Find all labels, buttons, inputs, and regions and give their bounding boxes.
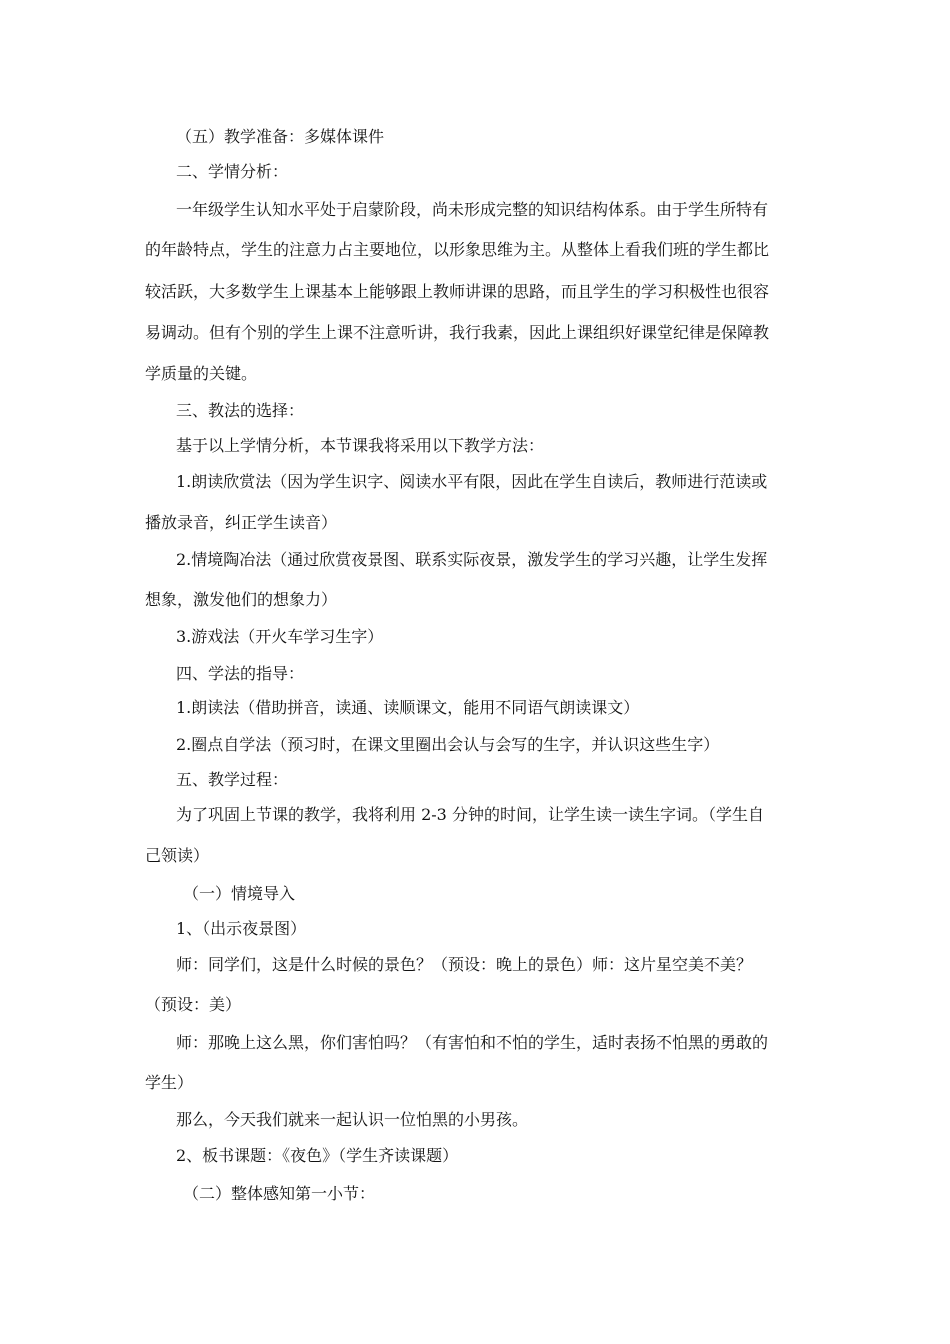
list-item: 2.情境陶冶法（通过欣赏夜景图、联系实际夜景，激发学生的学习兴趣，让学生发挥 [176, 550, 768, 569]
heading-teaching-process: 五、教学过程： [176, 770, 289, 789]
paragraph-line: 师：那晚上这么黑，你们害怕吗？（有害怕和不怕的学生，适时表扬不怕黑的勇敢的 [176, 1033, 769, 1052]
paragraph-line: 基于以上学情分析，本节课我将采用以下教学方法： [176, 436, 545, 455]
paragraph-line: 为了巩固上节课的教学，我将利用 2-3 分钟的时间，让学生读一读生字词。（学生自 [176, 805, 764, 824]
paragraph-line: 的年龄特点，学生的注意力占主要地位，以形象思维为主。从整体上看我们班的学生都比 [145, 240, 770, 259]
paragraph-line: 学生） [145, 1073, 194, 1092]
section-teaching-preparation: （五）教学准备：多媒体课件 [176, 127, 385, 146]
list-item: 1.朗读欣赏法（因为学生识字、阅读水平有限，因此在学生自读后，教师进行范读或 [176, 472, 768, 491]
list-item: 2.圈点自学法（预习时，在课文里圈出会认与会写的生字，并认识这些生字） [176, 735, 720, 754]
paragraph-line: 2、板书课题：《夜色》（学生齐读课题） [176, 1146, 459, 1165]
paragraph-line: 较活跃，大多数学生上课基本上能够跟上教师讲课的思路，而且学生的学习积极性也很容 [145, 282, 770, 301]
paragraph-line: 那么，今天我们就来一起认识一位怕黑的小男孩。 [176, 1110, 529, 1129]
paragraph-line: 师：同学们，这是什么时候的景色？（预设：晚上的景色）师：这片星空美不美？ [176, 955, 753, 974]
list-item: 3.游戏法（开火车学习生字） [176, 627, 384, 646]
list-item-continuation: 想象，激发他们的想象力） [145, 590, 338, 609]
paragraph-line: 学质量的关键。 [145, 364, 258, 383]
list-item-continuation: 播放录音，纠正学生读音） [145, 513, 338, 532]
list-item: 1.朗读法（借助拼音，读通、读顺课文，能用不同语气朗读课文） [176, 698, 640, 717]
paragraph-line: 己领读） [145, 846, 210, 865]
heading-teaching-methods: 三、教法的选择： [176, 401, 305, 420]
heading-student-analysis: 二、学情分析： [176, 162, 289, 181]
heading-study-guidance: 四、学法的指导： [176, 664, 305, 683]
paragraph-line: （预设：美） [145, 995, 242, 1014]
paragraph-line: 一年级学生认知水平处于启蒙阶段，尚未形成完整的知识结构体系。由于学生所特有 [176, 200, 769, 219]
paragraph-line: 1、（出示夜景图） [176, 919, 307, 938]
subheading-scenario-intro: （一）情境导入 [183, 884, 296, 903]
paragraph-line: 易调动。但有个别的学生上课不注意听讲，我行我素，因此上课组织好课堂纪律是保障教 [145, 323, 770, 342]
subheading-overall-perception: （二）整体感知第一小节： [183, 1184, 376, 1203]
